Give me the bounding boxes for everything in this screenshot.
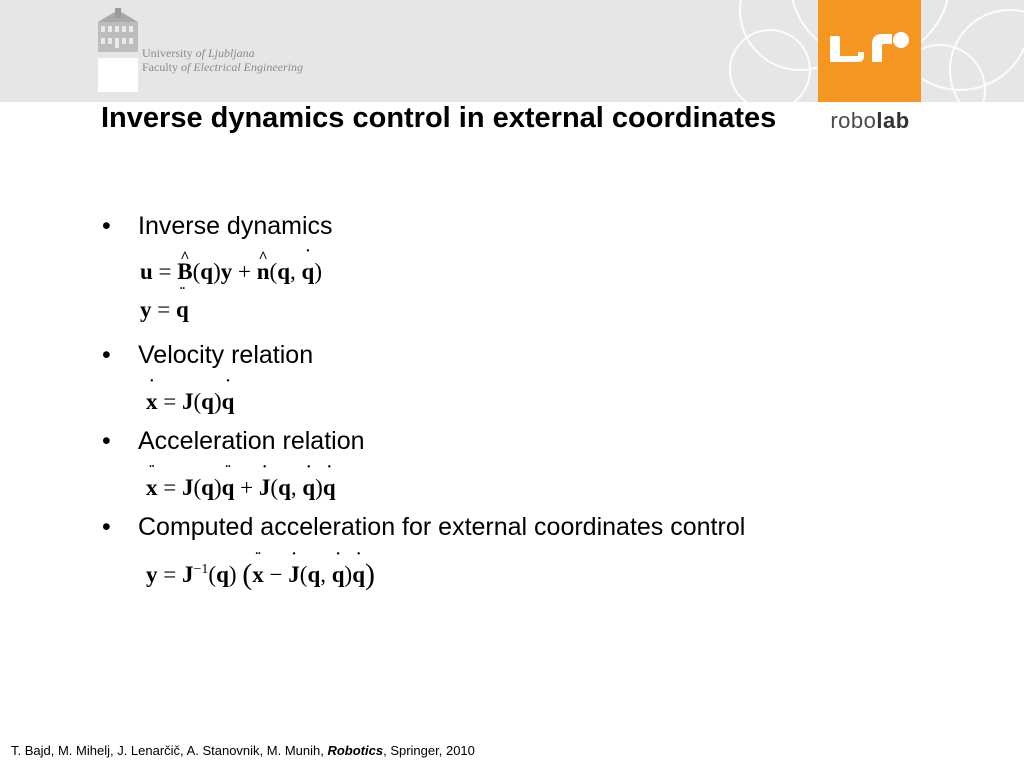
bullet-glyph: • <box>102 513 111 541</box>
slide-title: Inverse dynamics control in external coordinates <box>101 102 777 134</box>
bullet-inverse-dynamics: • Inverse dynamics <box>102 212 333 240</box>
equation-y-definition: y = ¨ q <box>140 296 189 324</box>
bullet-glyph: • <box>102 427 111 455</box>
equation-velocity: ˙ x = J(q)˙ q <box>146 388 234 416</box>
university-building-icon <box>97 8 139 92</box>
bullet-velocity-relation: • Velocity relation <box>102 341 314 369</box>
bullet-acceleration-relation: • Acceleration relation <box>102 427 365 455</box>
bullet-glyph: • <box>102 212 111 240</box>
equation-acceleration: ¨ x = J(q)¨ q + ˙ J(q, ˙ q)˙ q <box>146 474 336 502</box>
robolab-wordmark: robolab <box>830 108 910 133</box>
equation-control-law: u = ^ B(q)y + ^ n(q, ˙ q) <box>140 258 322 286</box>
lr-logo-icon <box>818 0 921 102</box>
footer-citation: T. Bajd, M. Mihelj, J. Lenarčič, A. Stanovnik, M. Munih, Robotics, Springer, 2010 <box>11 743 475 758</box>
equation-computed-acceleration: $y = J^{-1}(q)$ (¨ x − ˙ J(q, ˙ q)˙ q) <box>146 556 375 589</box>
roboLab-logo <box>818 0 921 102</box>
header-band <box>0 0 1024 102</box>
university-name: University of Ljubljana Faculty of Electrical Engineering <box>142 46 303 74</box>
bullet-computed-acceleration: • Computed acceleration for external coordinates control <box>102 513 746 541</box>
bullet-glyph: • <box>102 341 111 369</box>
